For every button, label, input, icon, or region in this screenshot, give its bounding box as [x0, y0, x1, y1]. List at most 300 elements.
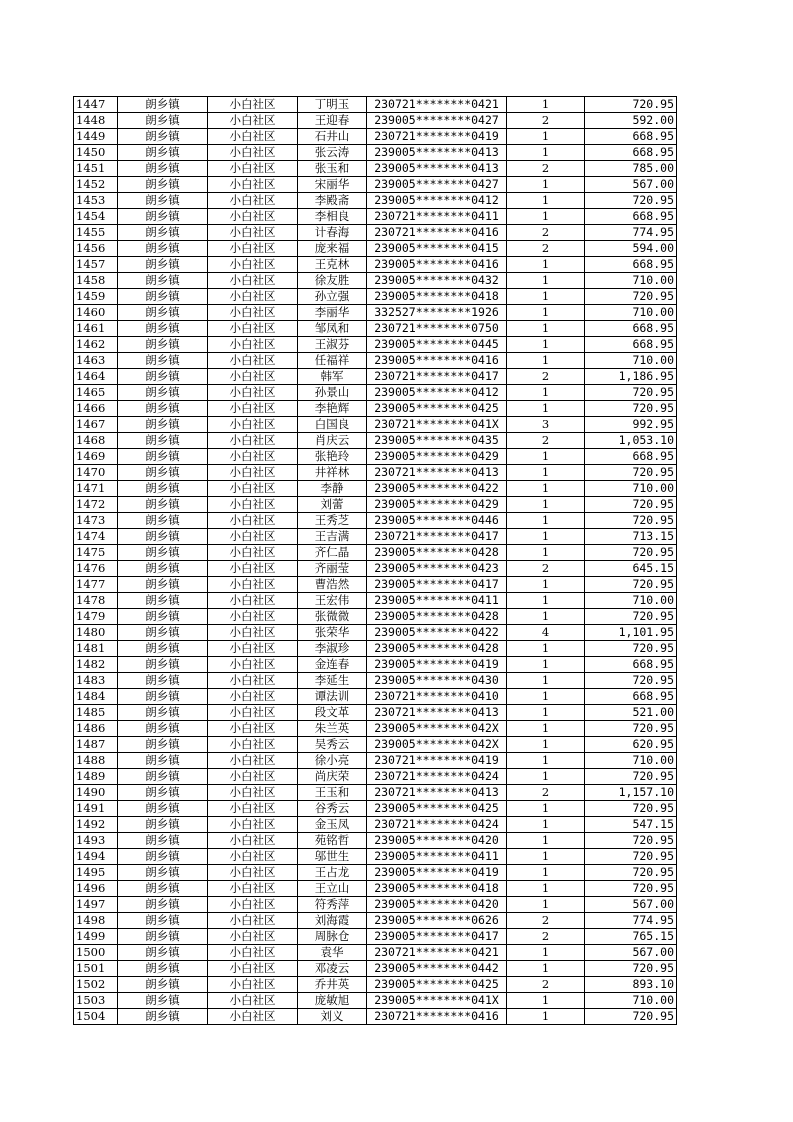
community-cell: 小白社区 — [208, 833, 298, 849]
table-row — [74, 385, 677, 401]
community-cell: 小白社区 — [208, 865, 298, 881]
row-number: 1495 — [74, 865, 118, 881]
community-cell: 小白社区 — [208, 97, 298, 113]
id-number-cell: 239005********0418 — [367, 289, 507, 305]
name-cell: 王占龙 — [298, 865, 367, 881]
row-number: 1473 — [74, 513, 118, 529]
name-cell: 金玉凤 — [298, 817, 367, 833]
table-row — [74, 177, 677, 193]
count-cell: 1 — [507, 209, 585, 225]
id-number-cell: 239005********0428 — [367, 545, 507, 561]
community-cell: 小白社区 — [208, 641, 298, 657]
town-cell: 朗乡镇 — [118, 721, 208, 737]
id-number-cell: 239005********0422 — [367, 481, 507, 497]
amount-cell: 720.95 — [585, 497, 677, 513]
town-cell: 朗乡镇 — [118, 881, 208, 897]
name-cell: 韩军 — [298, 369, 367, 385]
count-cell: 1 — [507, 881, 585, 897]
community-cell: 小白社区 — [208, 673, 298, 689]
community-cell: 小白社区 — [208, 593, 298, 609]
table-row — [74, 753, 677, 769]
amount-cell: 992.95 — [585, 417, 677, 433]
community-cell: 小白社区 — [208, 433, 298, 449]
id-number-cell: 239005********0626 — [367, 913, 507, 929]
row-number: 1499 — [74, 929, 118, 945]
count-cell: 1 — [507, 769, 585, 785]
name-cell: 刘海霞 — [298, 913, 367, 929]
id-number-cell: 239005********0416 — [367, 257, 507, 273]
town-cell: 朗乡镇 — [118, 929, 208, 945]
amount-cell: 668.95 — [585, 129, 677, 145]
town-cell: 朗乡镇 — [118, 577, 208, 593]
community-cell: 小白社区 — [208, 305, 298, 321]
town-cell: 朗乡镇 — [118, 401, 208, 417]
row-number: 1476 — [74, 561, 118, 577]
name-cell: 宋丽华 — [298, 177, 367, 193]
amount-cell: 645.15 — [585, 561, 677, 577]
community-cell: 小白社区 — [208, 721, 298, 737]
community-cell: 小白社区 — [208, 257, 298, 273]
row-number: 1475 — [74, 545, 118, 561]
town-cell: 朗乡镇 — [118, 257, 208, 273]
id-number-cell: 239005********0425 — [367, 401, 507, 417]
community-cell: 小白社区 — [208, 817, 298, 833]
amount-cell: 668.95 — [585, 657, 677, 673]
community-cell: 小白社区 — [208, 241, 298, 257]
table-row — [74, 289, 677, 305]
name-cell: 谭法训 — [298, 689, 367, 705]
table-row — [74, 705, 677, 721]
row-number: 1450 — [74, 145, 118, 161]
id-number-cell: 239005********0411 — [367, 593, 507, 609]
community-cell: 小白社区 — [208, 945, 298, 961]
table-row — [74, 561, 677, 577]
amount-cell: 710.00 — [585, 273, 677, 289]
id-number-cell: 239005********042X — [367, 737, 507, 753]
id-number-cell: 230721********0419 — [367, 129, 507, 145]
count-cell: 1 — [507, 401, 585, 417]
town-cell: 朗乡镇 — [118, 529, 208, 545]
amount-cell: 547.15 — [585, 817, 677, 833]
community-cell: 小白社区 — [208, 881, 298, 897]
community-cell: 小白社区 — [208, 289, 298, 305]
table-row — [74, 993, 677, 1009]
id-number-cell: 239005********0429 — [367, 449, 507, 465]
count-cell: 1 — [507, 609, 585, 625]
table-row — [74, 305, 677, 321]
town-cell: 朗乡镇 — [118, 689, 208, 705]
id-number-cell: 239005********0427 — [367, 113, 507, 129]
name-cell: 刘义 — [298, 1009, 367, 1025]
town-cell: 朗乡镇 — [118, 833, 208, 849]
id-number-cell: 239005********0419 — [367, 657, 507, 673]
town-cell: 朗乡镇 — [118, 225, 208, 241]
name-cell: 王迎春 — [298, 113, 367, 129]
id-number-cell: 239005********0420 — [367, 897, 507, 913]
amount-cell: 668.95 — [585, 337, 677, 353]
table-row — [74, 273, 677, 289]
amount-cell: 710.00 — [585, 993, 677, 1009]
count-cell: 1 — [507, 353, 585, 369]
table-row — [74, 673, 677, 689]
community-cell: 小白社区 — [208, 689, 298, 705]
table-row — [74, 113, 677, 129]
town-cell: 朗乡镇 — [118, 129, 208, 145]
id-number-cell: 332527********1926 — [367, 305, 507, 321]
name-cell: 王秀芝 — [298, 513, 367, 529]
name-cell: 孙立强 — [298, 289, 367, 305]
row-number: 1459 — [74, 289, 118, 305]
count-cell: 2 — [507, 225, 585, 241]
table-row — [74, 145, 677, 161]
count-cell: 2 — [507, 913, 585, 929]
name-cell: 丁明玉 — [298, 97, 367, 113]
town-cell: 朗乡镇 — [118, 865, 208, 881]
town-cell: 朗乡镇 — [118, 465, 208, 481]
count-cell: 1 — [507, 593, 585, 609]
town-cell: 朗乡镇 — [118, 673, 208, 689]
amount-cell: 720.95 — [585, 1009, 677, 1025]
amount-cell: 1,053.10 — [585, 433, 677, 449]
community-cell: 小白社区 — [208, 897, 298, 913]
name-cell: 周脉仓 — [298, 929, 367, 945]
town-cell: 朗乡镇 — [118, 497, 208, 513]
row-number: 1461 — [74, 321, 118, 337]
count-cell: 1 — [507, 689, 585, 705]
name-cell: 李丽华 — [298, 305, 367, 321]
row-number: 1463 — [74, 353, 118, 369]
table-row — [74, 417, 677, 433]
amount-cell: 710.00 — [585, 481, 677, 497]
count-cell: 1 — [507, 577, 585, 593]
table-row — [74, 625, 677, 641]
table-row — [74, 241, 677, 257]
town-cell: 朗乡镇 — [118, 625, 208, 641]
amount-cell: 592.00 — [585, 113, 677, 129]
row-number: 1457 — [74, 257, 118, 273]
name-cell: 刘蕾 — [298, 497, 367, 513]
community-cell: 小白社区 — [208, 449, 298, 465]
amount-cell: 668.95 — [585, 689, 677, 705]
community-cell: 小白社区 — [208, 913, 298, 929]
id-number-cell: 239005********0432 — [367, 273, 507, 289]
community-cell: 小白社区 — [208, 337, 298, 353]
count-cell: 2 — [507, 241, 585, 257]
count-cell: 1 — [507, 145, 585, 161]
table-row — [74, 609, 677, 625]
amount-cell: 774.95 — [585, 225, 677, 241]
table-row — [74, 257, 677, 273]
id-number-cell: 239005********0429 — [367, 497, 507, 513]
town-cell: 朗乡镇 — [118, 593, 208, 609]
count-cell: 1 — [507, 529, 585, 545]
table-row — [74, 721, 677, 737]
community-cell: 小白社区 — [208, 481, 298, 497]
community-cell: 小白社区 — [208, 737, 298, 753]
community-cell: 小白社区 — [208, 417, 298, 433]
amount-cell: 594.00 — [585, 241, 677, 257]
amount-cell: 720.95 — [585, 833, 677, 849]
town-cell: 朗乡镇 — [118, 657, 208, 673]
amount-cell: 720.95 — [585, 961, 677, 977]
table-row — [74, 977, 677, 993]
amount-cell: 567.00 — [585, 897, 677, 913]
row-number: 1498 — [74, 913, 118, 929]
row-number: 1483 — [74, 673, 118, 689]
table-row — [74, 129, 677, 145]
amount-cell: 720.95 — [585, 801, 677, 817]
count-cell: 1 — [507, 705, 585, 721]
id-number-cell: 239005********0435 — [367, 433, 507, 449]
row-number: 1492 — [74, 817, 118, 833]
count-cell: 1 — [507, 449, 585, 465]
id-number-cell: 239005********0425 — [367, 977, 507, 993]
name-cell: 邹凤和 — [298, 321, 367, 337]
community-cell: 小白社区 — [208, 929, 298, 945]
count-cell: 3 — [507, 417, 585, 433]
town-cell: 朗乡镇 — [118, 241, 208, 257]
id-number-cell: 239005********0420 — [367, 833, 507, 849]
town-cell: 朗乡镇 — [118, 113, 208, 129]
name-cell: 邬世生 — [298, 849, 367, 865]
town-cell: 朗乡镇 — [118, 369, 208, 385]
town-cell: 朗乡镇 — [118, 801, 208, 817]
row-number: 1501 — [74, 961, 118, 977]
community-cell: 小白社区 — [208, 705, 298, 721]
name-cell: 段文革 — [298, 705, 367, 721]
count-cell: 2 — [507, 561, 585, 577]
id-number-cell: 230721********0424 — [367, 817, 507, 833]
amount-cell: 1,186.95 — [585, 369, 677, 385]
table-body — [74, 97, 677, 1025]
name-cell: 白国良 — [298, 417, 367, 433]
community-cell: 小白社区 — [208, 145, 298, 161]
table-row — [74, 897, 677, 913]
row-number: 1496 — [74, 881, 118, 897]
amount-cell: 668.95 — [585, 209, 677, 225]
id-number-cell: 239005********0427 — [367, 177, 507, 193]
id-number-cell: 239005********0415 — [367, 241, 507, 257]
count-cell: 1 — [507, 657, 585, 673]
town-cell: 朗乡镇 — [118, 177, 208, 193]
amount-cell: 720.95 — [585, 849, 677, 865]
town-cell: 朗乡镇 — [118, 417, 208, 433]
community-cell: 小白社区 — [208, 529, 298, 545]
amount-cell: 567.00 — [585, 945, 677, 961]
community-cell: 小白社区 — [208, 497, 298, 513]
count-cell: 1 — [507, 753, 585, 769]
name-cell: 吴秀云 — [298, 737, 367, 753]
amount-cell: 720.95 — [585, 289, 677, 305]
name-cell: 符秀萍 — [298, 897, 367, 913]
table-row — [74, 225, 677, 241]
id-number-cell: 239005********0413 — [367, 145, 507, 161]
row-number: 1462 — [74, 337, 118, 353]
table-row — [74, 641, 677, 657]
count-cell: 1 — [507, 817, 585, 833]
row-number: 1488 — [74, 753, 118, 769]
table-row — [74, 449, 677, 465]
town-cell: 朗乡镇 — [118, 305, 208, 321]
name-cell: 张艳玲 — [298, 449, 367, 465]
table-row — [74, 161, 677, 177]
count-cell: 1 — [507, 849, 585, 865]
table-row — [74, 817, 677, 833]
town-cell: 朗乡镇 — [118, 561, 208, 577]
amount-cell: 893.10 — [585, 977, 677, 993]
name-cell: 李艳辉 — [298, 401, 367, 417]
count-cell: 1 — [507, 321, 585, 337]
amount-cell: 720.95 — [585, 769, 677, 785]
row-number: 1482 — [74, 657, 118, 673]
town-cell: 朗乡镇 — [118, 1009, 208, 1025]
name-cell: 孙景山 — [298, 385, 367, 401]
amount-cell: 720.95 — [585, 721, 677, 737]
community-cell: 小白社区 — [208, 577, 298, 593]
id-number-cell: 239005********0442 — [367, 961, 507, 977]
community-cell: 小白社区 — [208, 129, 298, 145]
town-cell: 朗乡镇 — [118, 849, 208, 865]
id-number-cell: 230721********0417 — [367, 529, 507, 545]
table-row — [74, 529, 677, 545]
town-cell: 朗乡镇 — [118, 977, 208, 993]
id-number-cell: 239005********0417 — [367, 577, 507, 593]
id-number-cell: 239005********0412 — [367, 193, 507, 209]
id-number-cell: 230721********0411 — [367, 209, 507, 225]
amount-cell: 720.95 — [585, 545, 677, 561]
count-cell: 1 — [507, 385, 585, 401]
count-cell: 2 — [507, 369, 585, 385]
row-number: 1493 — [74, 833, 118, 849]
row-number: 1485 — [74, 705, 118, 721]
name-cell: 肖庆云 — [298, 433, 367, 449]
community-cell: 小白社区 — [208, 193, 298, 209]
id-number-cell: 239005********0430 — [367, 673, 507, 689]
count-cell: 1 — [507, 865, 585, 881]
table-row — [74, 369, 677, 385]
amount-cell: 710.00 — [585, 305, 677, 321]
table-row — [74, 433, 677, 449]
town-cell: 朗乡镇 — [118, 769, 208, 785]
town-cell: 朗乡镇 — [118, 609, 208, 625]
town-cell: 朗乡镇 — [118, 785, 208, 801]
name-cell: 王克林 — [298, 257, 367, 273]
id-number-cell: 230721********0424 — [367, 769, 507, 785]
count-cell: 1 — [507, 465, 585, 481]
table-row — [74, 513, 677, 529]
amount-cell: 720.95 — [585, 465, 677, 481]
count-cell: 1 — [507, 289, 585, 305]
town-cell: 朗乡镇 — [118, 161, 208, 177]
row-number: 1489 — [74, 769, 118, 785]
community-cell: 小白社区 — [208, 753, 298, 769]
row-number: 1468 — [74, 433, 118, 449]
id-number-cell: 230721********041X — [367, 417, 507, 433]
amount-cell: 668.95 — [585, 321, 677, 337]
community-cell: 小白社区 — [208, 1009, 298, 1025]
count-cell: 1 — [507, 833, 585, 849]
name-cell: 庞敏旭 — [298, 993, 367, 1009]
row-number: 1452 — [74, 177, 118, 193]
town-cell: 朗乡镇 — [118, 753, 208, 769]
row-number: 1456 — [74, 241, 118, 257]
name-cell: 朱兰英 — [298, 721, 367, 737]
id-number-cell: 239005********0422 — [367, 625, 507, 641]
amount-cell: 720.95 — [585, 401, 677, 417]
count-cell: 1 — [507, 945, 585, 961]
row-number: 1500 — [74, 945, 118, 961]
id-number-cell: 230721********0416 — [367, 225, 507, 241]
community-cell: 小白社区 — [208, 369, 298, 385]
community-cell: 小白社区 — [208, 545, 298, 561]
name-cell: 计春海 — [298, 225, 367, 241]
amount-cell: 720.95 — [585, 577, 677, 593]
community-cell: 小白社区 — [208, 385, 298, 401]
community-cell: 小白社区 — [208, 609, 298, 625]
name-cell: 石井山 — [298, 129, 367, 145]
amount-cell: 720.95 — [585, 673, 677, 689]
amount-cell: 713.15 — [585, 529, 677, 545]
town-cell: 朗乡镇 — [118, 209, 208, 225]
count-cell: 1 — [507, 257, 585, 273]
row-number: 1454 — [74, 209, 118, 225]
row-number: 1478 — [74, 593, 118, 609]
table-row — [74, 193, 677, 209]
row-number: 1449 — [74, 129, 118, 145]
community-cell: 小白社区 — [208, 849, 298, 865]
name-cell: 李殿斋 — [298, 193, 367, 209]
table-row — [74, 353, 677, 369]
amount-cell: 720.95 — [585, 513, 677, 529]
amount-cell: 720.95 — [585, 641, 677, 657]
community-cell: 小白社区 — [208, 465, 298, 481]
town-cell: 朗乡镇 — [118, 545, 208, 561]
town-cell: 朗乡镇 — [118, 961, 208, 977]
count-cell: 1 — [507, 193, 585, 209]
id-number-cell: 230721********0421 — [367, 97, 507, 113]
town-cell: 朗乡镇 — [118, 513, 208, 529]
name-cell: 李相良 — [298, 209, 367, 225]
count-cell: 1 — [507, 97, 585, 113]
id-number-cell: 239005********0428 — [367, 609, 507, 625]
amount-cell: 720.95 — [585, 193, 677, 209]
count-cell: 1 — [507, 513, 585, 529]
id-number-cell: 230721********0410 — [367, 689, 507, 705]
table-row — [74, 769, 677, 785]
row-number: 1490 — [74, 785, 118, 801]
town-cell: 朗乡镇 — [118, 337, 208, 353]
count-cell: 1 — [507, 801, 585, 817]
row-number: 1464 — [74, 369, 118, 385]
row-number: 1474 — [74, 529, 118, 545]
name-cell: 张云涛 — [298, 145, 367, 161]
town-cell: 朗乡镇 — [118, 193, 208, 209]
id-number-cell: 239005********0413 — [367, 161, 507, 177]
community-cell: 小白社区 — [208, 353, 298, 369]
row-number: 1487 — [74, 737, 118, 753]
community-cell: 小白社区 — [208, 993, 298, 1009]
town-cell: 朗乡镇 — [118, 705, 208, 721]
community-cell: 小白社区 — [208, 785, 298, 801]
id-number-cell: 230721********0413 — [367, 465, 507, 481]
amount-cell: 710.00 — [585, 353, 677, 369]
count-cell: 1 — [507, 721, 585, 737]
name-cell: 张微微 — [298, 609, 367, 625]
row-number: 1491 — [74, 801, 118, 817]
row-number: 1494 — [74, 849, 118, 865]
community-cell: 小白社区 — [208, 401, 298, 417]
town-cell: 朗乡镇 — [118, 97, 208, 113]
